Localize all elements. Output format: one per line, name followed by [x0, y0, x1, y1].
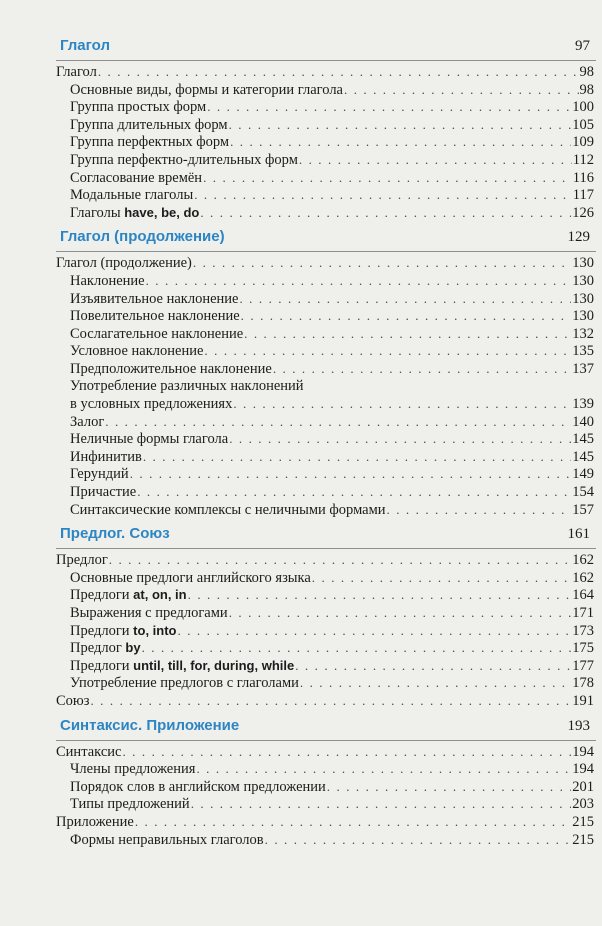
toc-entry[interactable]	[56, 760, 596, 778]
section-page-number: 97	[575, 38, 590, 54]
entry-label-text: Предлоги	[70, 622, 134, 639]
toc-entry-line	[56, 378, 596, 396]
toc-entry[interactable]	[56, 501, 596, 519]
entry-label-text: Герундий	[70, 466, 129, 483]
section-title: Предлог. Союз	[60, 525, 170, 543]
dot-leader	[191, 795, 572, 813]
entry-label	[70, 117, 228, 135]
toc-entry[interactable]	[56, 151, 596, 169]
entry-label-text: в условных предложениях	[70, 396, 233, 413]
entry-list	[56, 61, 596, 221]
entry-label-text: Группа длительных форм	[70, 116, 228, 133]
entry-label-text: Наклонение	[70, 272, 145, 289]
entry-list	[56, 741, 596, 849]
entry-page-number: 100	[572, 99, 594, 116]
entry-label	[70, 657, 294, 676]
toc-entry[interactable]	[56, 360, 596, 378]
entry-label-text: Типы предложений	[70, 796, 190, 813]
entry-label	[56, 744, 121, 762]
entry-page-number: 130	[572, 308, 594, 325]
dot-leader	[105, 413, 571, 431]
entry-page-number: 157	[572, 501, 594, 518]
toc-entry[interactable]	[56, 448, 596, 466]
dot-leader	[135, 813, 571, 831]
entry-label	[70, 779, 326, 797]
entry-label-text: Формы неправильных глаголов	[70, 831, 264, 848]
entry-label-keywords: until, till, for, during, while	[133, 657, 295, 673]
entry-label-text: Члены предложения	[70, 761, 196, 778]
entry-label-text: Изъявительное наклонение	[70, 290, 239, 307]
table-of-contents	[56, 37, 596, 855]
entry-label-text: Группа простых форм	[70, 99, 207, 116]
entry-list	[56, 252, 596, 518]
dot-leader	[244, 325, 571, 343]
entry-page-number: 178	[572, 675, 594, 692]
entry-label	[70, 431, 228, 449]
entry-page-number: 194	[572, 761, 594, 778]
dot-leader	[196, 760, 571, 778]
dot-leader	[299, 151, 572, 169]
dot-leader	[109, 551, 571, 569]
dot-leader	[122, 743, 571, 761]
section-title: Синтаксис. Приложение	[60, 716, 240, 734]
dot-leader	[204, 342, 571, 360]
entry-page-number: 162	[572, 569, 594, 586]
entry-page-number: 112	[572, 151, 594, 168]
entry-page-number: 135	[572, 343, 594, 360]
section-heading[interactable]	[56, 717, 596, 741]
dot-leader	[142, 639, 572, 657]
entry-label-text: Группа перфектно-длительных форм	[70, 151, 298, 168]
section-page-number: 129	[567, 229, 590, 246]
toc-entry[interactable]	[56, 63, 596, 81]
toc-entry[interactable]	[56, 81, 596, 99]
entry-page-number: 105	[572, 116, 594, 133]
entry-label-text: Сослагательное наклонение	[70, 325, 244, 342]
entry-label	[70, 622, 177, 641]
entry-label-keywords: to, into	[133, 622, 177, 638]
entry-page-number: 177	[572, 657, 594, 674]
toc-entry[interactable]	[56, 307, 596, 325]
dot-leader	[188, 586, 572, 604]
toc-entry[interactable]	[56, 831, 596, 849]
toc-entry[interactable]	[56, 204, 596, 222]
entry-label	[70, 449, 142, 467]
entry-page-number: 164	[572, 587, 594, 604]
toc-section	[56, 525, 596, 709]
dot-leader	[300, 674, 571, 692]
dot-leader	[90, 692, 571, 710]
entry-page-number: 116	[572, 169, 594, 186]
dot-leader	[239, 290, 571, 308]
entry-page-number: 162	[572, 552, 594, 569]
section-title: Глагол (продолжение)	[60, 228, 225, 246]
entry-label	[70, 134, 229, 152]
entry-label-text: Предположительное наклонение	[70, 360, 272, 377]
entry-label-text: Группа перфектных форм	[70, 134, 230, 151]
entry-label	[70, 639, 141, 658]
entry-label	[70, 502, 386, 520]
entry-label	[70, 796, 190, 814]
entry-page-number: 215	[572, 831, 594, 848]
entry-label-text: Синтаксические комплексы с неличными формами	[70, 501, 386, 518]
entry-page-number: 191	[572, 693, 594, 709]
entry-label	[70, 99, 206, 117]
dot-leader	[200, 204, 571, 222]
entry-label	[70, 466, 129, 484]
dot-leader	[327, 778, 571, 796]
toc-entry[interactable]	[56, 465, 596, 483]
entry-label-text: Основные предлоги английского языка	[70, 569, 311, 586]
entry-label-text: Основные виды, формы и категории глагола	[70, 81, 343, 98]
toc-entry[interactable]	[56, 254, 596, 272]
toc-entry[interactable]	[56, 813, 596, 831]
section-page-number: 193	[567, 717, 590, 734]
entry-page-number: 175	[572, 640, 594, 657]
toc-entry[interactable]	[56, 483, 596, 501]
dot-leader	[229, 430, 571, 448]
entry-label-text: Синтаксис	[56, 743, 122, 760]
entry-label-text: Предлоги	[70, 657, 134, 674]
entry-label	[70, 152, 298, 170]
dot-leader	[98, 63, 579, 81]
entry-label	[70, 204, 199, 223]
entry-label-text: Залог	[70, 413, 105, 430]
entry-page-number: 139	[572, 396, 594, 413]
entry-label	[70, 832, 264, 850]
dot-leader	[193, 254, 571, 272]
toc-entry[interactable]	[56, 657, 596, 675]
dot-leader	[241, 307, 572, 325]
entry-label-keywords: at, on, in	[133, 587, 187, 603]
dot-leader	[312, 569, 571, 587]
entry-page-number: 194	[572, 743, 594, 760]
entry-label	[70, 273, 145, 291]
dot-leader	[273, 360, 571, 378]
entry-label-line1: Употребление различных наклонений	[70, 377, 304, 394]
entry-page-number: 130	[572, 255, 594, 272]
dot-leader	[230, 133, 571, 151]
entry-label	[56, 255, 192, 273]
entry-page-number: 98	[579, 81, 594, 98]
dot-leader	[229, 604, 572, 622]
toc-entry[interactable]	[56, 569, 596, 587]
toc-entry[interactable]	[56, 622, 596, 640]
entry-page-number: 203	[572, 796, 594, 813]
entry-page-number: 171	[572, 605, 594, 622]
dot-leader	[344, 81, 579, 99]
entry-label-text: Употребление предлогов с глаголами	[70, 675, 299, 692]
entry-label	[56, 552, 108, 570]
entry-label-text: Условное наклонение	[70, 343, 204, 360]
toc-entry[interactable]	[56, 395, 596, 413]
entry-list	[56, 549, 596, 709]
dot-leader	[233, 395, 571, 413]
entry-page-number: 173	[572, 622, 594, 639]
entry-label	[70, 361, 272, 379]
toc-section	[56, 228, 596, 518]
entry-page-number: 137	[572, 360, 594, 377]
entry-label-text: Порядок слов в английском предложении	[70, 778, 326, 795]
toc-entry[interactable]	[56, 186, 596, 204]
section-page-number: 161	[567, 526, 590, 543]
toc-entry[interactable]	[56, 342, 596, 360]
entry-label	[70, 675, 299, 693]
toc-entry[interactable]	[56, 133, 596, 151]
dot-leader	[178, 622, 572, 640]
entry-label	[70, 170, 202, 188]
toc-entry[interactable]	[56, 116, 596, 134]
entry-label-text: Повелительное наклонение	[70, 308, 240, 325]
entry-label	[70, 414, 104, 432]
entry-label-text: Глаголы	[70, 204, 125, 221]
dot-leader	[137, 483, 571, 501]
entry-page-number: 140	[572, 413, 594, 430]
toc-section	[56, 37, 596, 221]
entry-page-number: 130	[572, 290, 594, 307]
entry-label-text: Глагол (продолжение)	[56, 255, 192, 272]
toc-entry[interactable]	[56, 639, 596, 657]
entry-page-number: 215	[572, 813, 594, 830]
entry-page-number: 109	[572, 134, 594, 151]
entry-label	[70, 326, 243, 344]
entry-page-number: 126	[572, 204, 594, 221]
entry-page-number: 201	[572, 778, 594, 795]
entry-label	[56, 64, 97, 82]
section-title: Глагол	[60, 37, 110, 54]
toc-entry[interactable]	[56, 430, 596, 448]
entry-page-number: 132	[572, 325, 594, 342]
entry-label-text: Союз	[56, 693, 90, 709]
toc-entry[interactable]	[56, 674, 596, 692]
entry-label-text: Модальные глаголы	[70, 187, 194, 204]
entry-label	[56, 814, 134, 832]
entry-page-number: 145	[572, 431, 594, 448]
toc-entry[interactable]	[56, 586, 596, 604]
entry-label-text: Предлог	[70, 640, 126, 657]
entry-label-text: Глагол	[56, 64, 97, 80]
entry-label-text: Выражения с предлогами	[70, 605, 228, 622]
entry-label-text: Предлог	[56, 552, 108, 569]
toc-entry[interactable]	[56, 743, 596, 761]
entry-label	[70, 187, 193, 205]
section-heading[interactable]	[56, 37, 596, 61]
dot-leader	[207, 98, 571, 116]
dot-leader	[194, 186, 572, 204]
entry-label	[70, 308, 240, 326]
toc-entry[interactable]	[56, 272, 596, 290]
section-heading[interactable]	[56, 525, 596, 549]
entry-page-number: 149	[572, 466, 594, 483]
toc-entry[interactable]	[56, 551, 596, 569]
entry-label	[70, 343, 203, 361]
dot-leader	[146, 272, 572, 290]
dot-leader	[203, 169, 572, 187]
dot-leader	[229, 116, 572, 134]
toc-entry[interactable]	[56, 290, 596, 308]
toc-section	[56, 717, 596, 849]
entry-label	[70, 396, 232, 414]
toc-entry[interactable]	[56, 325, 596, 343]
entry-label-text: Неличные формы глагола	[70, 431, 229, 448]
dot-leader	[265, 831, 572, 849]
entry-page-number: 98	[579, 64, 594, 80]
entry-label-text: Причастие	[70, 484, 137, 501]
toc-entry[interactable]	[56, 169, 596, 187]
entry-label	[70, 605, 228, 623]
toc-entry[interactable]	[56, 692, 596, 710]
entry-label	[70, 291, 238, 309]
entry-page-number: 117	[572, 187, 594, 204]
toc-entry[interactable]	[56, 795, 596, 813]
entry-label-keywords: have, be, do	[124, 204, 200, 220]
dot-leader	[387, 501, 572, 519]
entry-label	[70, 484, 136, 502]
dot-leader	[143, 448, 571, 466]
toc-entry[interactable]	[56, 604, 596, 622]
entry-label-text: Предлоги	[70, 587, 134, 604]
dot-leader	[130, 465, 572, 483]
entry-label	[70, 82, 343, 100]
entry-label-text: Согласование времён	[70, 169, 203, 186]
toc-entry[interactable]	[56, 413, 596, 431]
entry-label	[70, 570, 311, 588]
entry-label-text: Приложение	[56, 813, 134, 830]
entry-page-number: 154	[572, 484, 594, 501]
toc-entry[interactable]	[56, 98, 596, 116]
entry-page-number: 145	[572, 448, 594, 465]
entry-label	[70, 761, 195, 779]
entry-label-text: Инфинитив	[70, 448, 142, 465]
entry-label	[70, 586, 187, 605]
dot-leader	[295, 657, 571, 675]
entry-label	[56, 693, 89, 711]
section-heading[interactable]	[56, 228, 596, 252]
entry-label-keywords: by	[125, 640, 141, 656]
toc-entry[interactable]	[56, 778, 596, 796]
entry-page-number: 130	[572, 272, 594, 289]
